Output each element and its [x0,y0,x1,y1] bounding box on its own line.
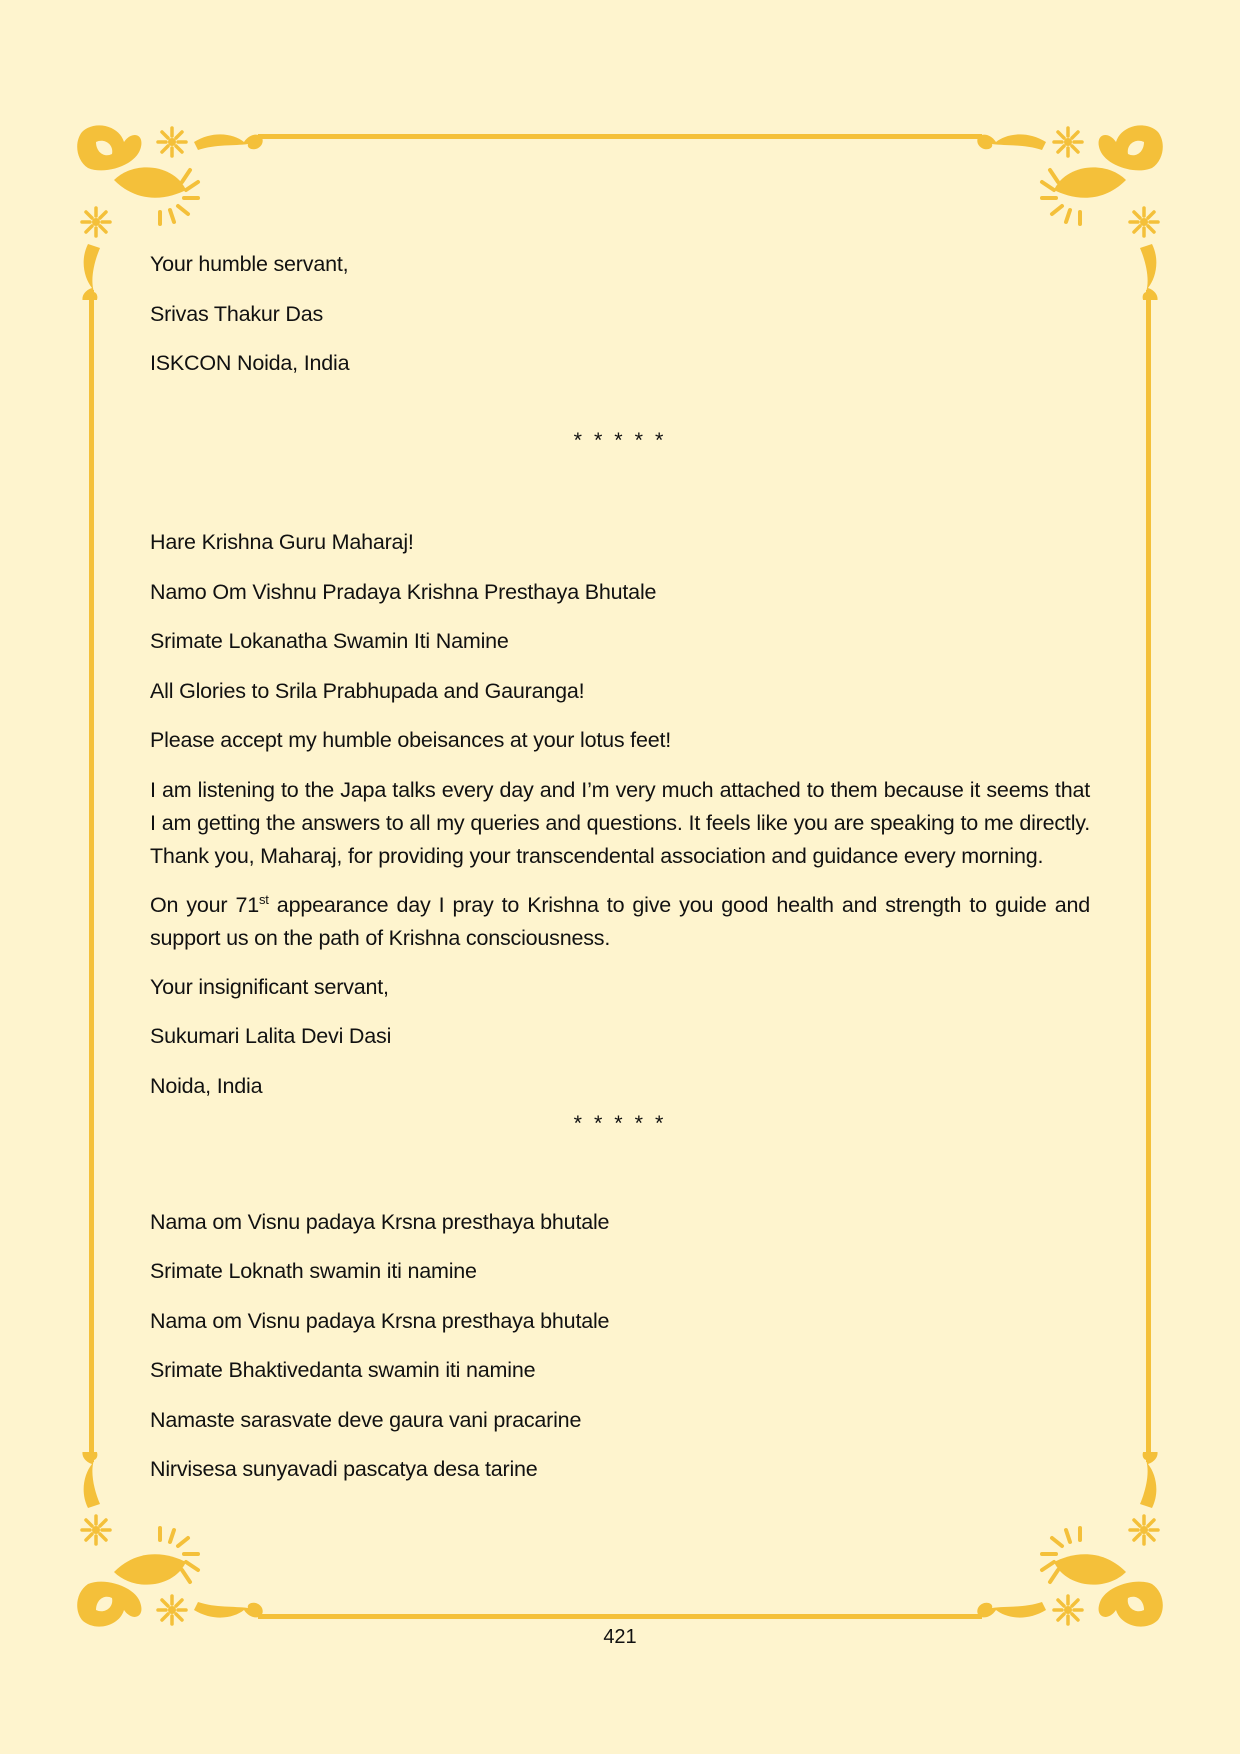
letter-location: Noida, India [150,1073,263,1098]
glories-line: All Glories to Srila Prabhupada and Gauranga! [150,678,585,703]
signoff-location: ISKCON Noida, India [150,351,350,375]
letter-body-paragraph: I am listening to the Japa talks every day and I’m very much attached to them because it seems that I am getting the answers to all my queries and questions. It feels like you are speaking to me directly. Thank you, Maharaj, for providing your transcendental association and guidance every morning. [150,777,1090,868]
letter-signature-name: Sukumari Lalita Devi Dasi [150,1024,392,1048]
letter-body-paragraph [150,889,1090,955]
ordinal-suffix: st [259,891,269,907]
letter-closing: Your insignificant servant, [150,974,389,999]
page-content [150,248,1090,1503]
prayer-line: Srimate Loknath swamin iti namine [150,1259,477,1283]
pranam-line: Namo Om Vishnu Pradaya Krishna Presthaya Bhutale [150,579,657,604]
prayer-line: Nama om Visnu padaya Krsna presthaya bhutale [150,1209,610,1234]
border-top-line [258,134,982,139]
border-right-line [1146,290,1151,1462]
pranam-line: Srimate Lokanatha Swamin Iti Namine [150,629,509,653]
prayer-line: Srimate Bhaktivedanta swamin iti namine [150,1358,536,1382]
page-number: 421 [603,1626,637,1648]
section-separator: * * * * * [573,1110,667,1135]
obeisances-line: Please accept my humble obeisances at your lotus feet! [150,728,672,752]
signoff-name: Srivas Thakur Das [150,301,324,326]
letter-greeting: Hare Krishna Guru Maharaj! [150,530,414,554]
border-bottom-line [258,1614,982,1619]
border-left-line [89,290,94,1462]
body-text: appearance day I pray to Krishna to give you good health and strength to guide and support us on the path of Krishna consciousness. [150,892,1090,950]
section-separator: * * * * * [573,428,667,452]
body-text: On your 71 [150,892,259,917]
prayer-line: Nirvisesa sunyavadi pascatya desa tarine [150,1457,538,1481]
prayer-line: Namaste sarasvate deve gaura vani pracarine [150,1407,582,1432]
prayer-line: Nama om Visnu padaya Krsna presthaya bhutale [150,1308,610,1333]
signoff-closing: Your humble servant, [150,252,349,276]
